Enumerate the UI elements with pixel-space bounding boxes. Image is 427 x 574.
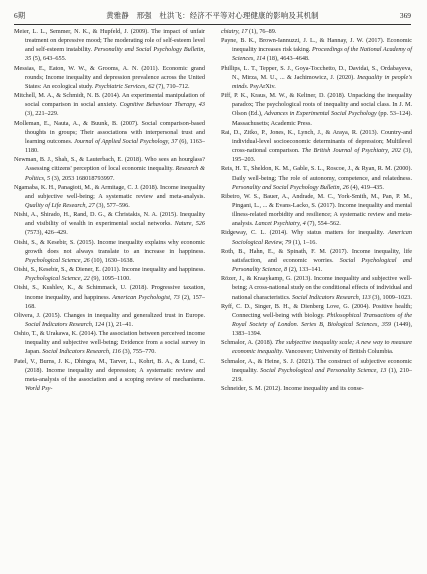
reference-text: Messias, E., Eaton, W. W., & Grooms, A. N. (2011). Economic grand rounds; Income inequality and depression prevalence across the United States: An ecological study. <box>14 64 205 90</box>
reference-text: (7), 710–712. <box>154 82 190 90</box>
reference-entry <box>14 265 205 283</box>
reference-entry <box>221 228 412 246</box>
reference-text: Oshio, T., & Urakawa, K. (2014). The association between perceived income inequality and subjective well-being; Evidence from a social survey in Japan. <box>14 330 205 356</box>
reference-text: (6), 1163–1180. <box>25 137 205 155</box>
reference-text: Ribeiro, W. S., Bauer, A., Andrade, M. C., York-Smith, M., Pan, P. M., Pingani, L., ... & Evans-Lacko, S. (2017). Income inequality and mental illness-related morbidity and resilience; A systematic review and meta-analysis. <box>221 192 412 228</box>
reference-text: Ridgeway, C. L. (2014). Why status matters for inequality. <box>221 229 388 237</box>
reference-text: (3), 755–770. <box>120 348 156 356</box>
reference-source: Advances in Experimental Social Psychology <box>264 110 377 118</box>
reference-source: The subjective inequality scale; A new way to measure economic inequality <box>232 339 413 356</box>
reference-text: (7), 554–562. <box>305 220 341 228</box>
reference-entry <box>14 27 205 64</box>
reference-source: Quality of Life Research, 27 <box>25 201 95 209</box>
reference-text: Nishi, A., Shirado, H., Rand, D. G., & Christakis, N. A. (2015). Inequality and visibility of wealth in experimental social networks. <box>14 211 205 228</box>
reference-source: Journal of Applied Social Psychology, 37 <box>74 137 178 145</box>
reference-source: Social Psychological and Personality Science, 13 <box>260 366 387 374</box>
reference-source: Social Psychological and Personality Science, 8 <box>232 256 412 274</box>
reference-text: Schneider, S. M. (2012). Income inequality and its conse- <box>221 385 364 393</box>
reference-entry <box>221 192 412 229</box>
reference-text: Newman, B. J., Shah, S., & Lauterbach, E. (2018). Who sees an hourglass? Assessing citizens' perception of local economic inequality. <box>14 156 205 173</box>
reference-text: Reis, H. T., Sheldon, K. M., Gable, S. L., Roscoe, J., & Ryan, R. M. (2000). Daily well-being; The role of autonomy, competence, and relatedness. <box>221 165 412 182</box>
reference-source: Social Indicators Research, 124 <box>25 321 105 328</box>
reference-entry <box>221 302 412 339</box>
reference-text: (10), 1630–1638. <box>89 256 135 264</box>
reference-source: Psychological Science, 22 <box>25 275 90 283</box>
reference-source: Proceedings of the National Academy of Sciences, 114 <box>232 46 412 63</box>
reference-text: Piff, P. K., Kraus, M. W., & Keltner, D. (2018). Unpacking the inequality paradox; The psychological roots of inequality and social class. In J. M. Olson (Ed.), <box>221 92 412 118</box>
reference-column-left <box>14 27 205 393</box>
reference-entry <box>221 247 412 274</box>
reference-entry <box>221 27 412 36</box>
reference-entry <box>221 36 412 63</box>
reference-source: Cognitive Behaviour Therapy, 43 <box>119 101 205 109</box>
reference-text: (3), 2053 168018793997. <box>50 174 115 182</box>
reference-text: . PsyArXiv. <box>246 82 276 90</box>
reference-text: Payne, B. K., Brown-Iannuzzi, J. L., & Hannay, J. W. (2017). Economic inequality increases risk taking. <box>221 37 412 54</box>
page-number: 369 <box>399 11 411 20</box>
reference-source: Personality and Social Psychology Bulletin, 35 <box>25 46 205 63</box>
reference-source: Social Indicators Research, 116 <box>42 348 121 356</box>
reference-text: Rözer, J., & Kraaykamp, G. (2013). Income inequality and subjective well-being; A cross-national study on the conditional effects of individual and national characteristics. <box>221 275 412 301</box>
reference-text: (5), 643–655. <box>31 55 67 63</box>
reference-source: Personality and Social Psychology Bulletin, 26 <box>232 183 349 191</box>
reference-text: Phillips, L. T., Tepper, S. J., Goya-Tocchetto, D., Davidai, S., Ordabayeva, N., Mirza, M. U., ... & Jachimowicz, J. (2020). <box>221 64 412 81</box>
reference-source: Inequality in people's minds <box>232 73 413 90</box>
reference-source: Social Indicators Research, 113 <box>291 293 371 301</box>
reference-entry <box>14 91 205 118</box>
reference-column-right <box>221 27 412 393</box>
reference-text: Oishi, S., & Kesebir, S. (2015). Income inequality explains why economic growth does not always translate to an increase in happiness. <box>14 238 205 255</box>
reference-text: Schmalor, A., & Heine, S. J. (2021). The construct of subjective economic inequality. <box>221 357 412 374</box>
reference-text: . Vancouver; University of British Columbia. <box>282 348 394 356</box>
reference-text: Schmalor, A. (2018). <box>221 339 276 347</box>
reference-text: Ryff, C. D., Singer, B. H., & Dienberg Love, G. (2004). Positive health; Connecting well-being with biology. <box>221 302 412 319</box>
reference-entry <box>221 338 412 356</box>
reference-text: (1449), 1383–1394. <box>232 321 412 338</box>
reference-text: Patel, V., Burns, J. K., Dhingra, M., Tarver, L., Kohrt, B. A., & Lund, C. (2018). Income inequality and depression; A systematic review and meta-analysis of the association and a scoping review of mechanisms. <box>14 357 205 383</box>
reference-source: Research & Politics, 5 <box>25 165 205 182</box>
reference-text: Roth, B., Hahn, E., & Spinath, F. M. (2017). Income inequality, life satisfaction, and economic worries. <box>221 247 412 264</box>
reference-source: World Psy- <box>25 385 53 393</box>
reference-source: Lancet Psychiatry, 4 <box>255 220 306 228</box>
reference-text: (2), 133–141. <box>287 266 323 274</box>
reference-entry <box>14 119 205 156</box>
reference-entry <box>221 274 412 301</box>
reference-text: (18), 4643–4648. <box>265 55 310 63</box>
reference-source: chiatry, 17 <box>221 28 248 35</box>
reference-entry <box>14 155 205 182</box>
reference-source: Nature, 526 <box>174 220 205 228</box>
reference-entry <box>14 183 205 210</box>
reference-entry <box>14 329 205 356</box>
reference-entry <box>221 384 412 393</box>
reference-text: (1), 76–89. <box>247 28 277 35</box>
reference-entry <box>221 357 412 384</box>
reference-source: American Sociological Review, 79 <box>232 229 412 246</box>
reference-text: (7573), 426–429. <box>25 229 68 237</box>
reference-text: (4), 419–435. <box>348 183 384 191</box>
header-rule <box>14 24 411 25</box>
reference-source: The British Journal of Psychiatry, 202 <box>301 147 401 155</box>
reference-source: Psychological Science, 26 <box>25 256 90 264</box>
reference-entry <box>14 238 205 265</box>
reference-text: (1), 210–219. <box>232 366 412 383</box>
reference-text: Meier, L. L., Semmer, N. K., & Hupfeld, J. (2009). The impact of unfair treatment on depressive mood; The moderating role of self-esteem level and self-esteem instability. <box>14 28 205 54</box>
reference-text: Oishi, S., Kesebir, S., & Diener, E. (2011). Income inequality and happiness. <box>14 266 205 274</box>
reference-text: (1), 21–41. <box>104 321 134 328</box>
reference-entry <box>14 311 205 329</box>
reference-text: Mitchell, M. A., & Schmidt, N. B. (2014). An experimental manipulation of social comparison in social anxiety. <box>14 92 205 109</box>
reference-text: Rai, D., Zitko, P., Jones, K., Lynch, J., & Araya, R. (2013). Country-and individual-level socioeconomic determinants of depression; Multilevel cross-national comparison. <box>221 128 412 155</box>
reference-source: Psychiatric Services, 62 <box>94 82 155 90</box>
reference-text: (3), 1009–1023. <box>370 293 412 301</box>
running-header <box>14 9 411 23</box>
reference-text: Oishi, S., Kushlev, K., & Schimmack, U. (2018). Progressive taxation, income inequality, and happiness. <box>14 284 205 301</box>
reference-text: Molleman, E., Nauta, A., & Buunk, B. (2007). Social comparison-based thoughts in groups; Their associations with interpersonal trust and learning outcomes. <box>14 119 205 145</box>
reference-entry <box>14 283 205 310</box>
reference-text: (2), 157–168. <box>25 293 205 310</box>
reference-source: American Psychologist, 73 <box>112 293 180 301</box>
reference-source: Philosophical Transactions of the Royal Society of London. Series B, Biological Sciences, 359 <box>232 311 412 328</box>
reference-text: (pp. 53–124). Massachusetts; Academic Press. <box>232 110 412 127</box>
reference-entry <box>221 128 412 165</box>
reference-text: (1), 1–16. <box>291 238 317 246</box>
reference-text: (9), 1095–1100. <box>89 275 131 283</box>
reference-text: (3), 577–596. <box>94 201 130 209</box>
reference-entry <box>14 210 205 237</box>
running-title: 黄雅静 邢强 杜洪飞：经济不平等对心理健康的影响及其机制 <box>106 11 319 20</box>
reference-entry <box>14 357 205 394</box>
reference-entry <box>221 91 412 128</box>
reference-text: (3), 221–229. <box>25 110 59 118</box>
reference-text: (3), 195–203. <box>232 147 413 164</box>
reference-text: Ngamaba, K. H., Panagioti, M., & Armitage, C. J. (2018). Income inequality and subjective well-being; A systematic review and meta-analysis. <box>14 183 205 200</box>
reference-entry <box>221 164 412 191</box>
reference-text: Olivera, J. (2015). Changes in inequality and generalized trust in Europe. <box>14 311 205 319</box>
issue-number: 6期 <box>14 11 26 20</box>
reference-entry <box>221 64 412 91</box>
reference-entry <box>14 64 205 91</box>
